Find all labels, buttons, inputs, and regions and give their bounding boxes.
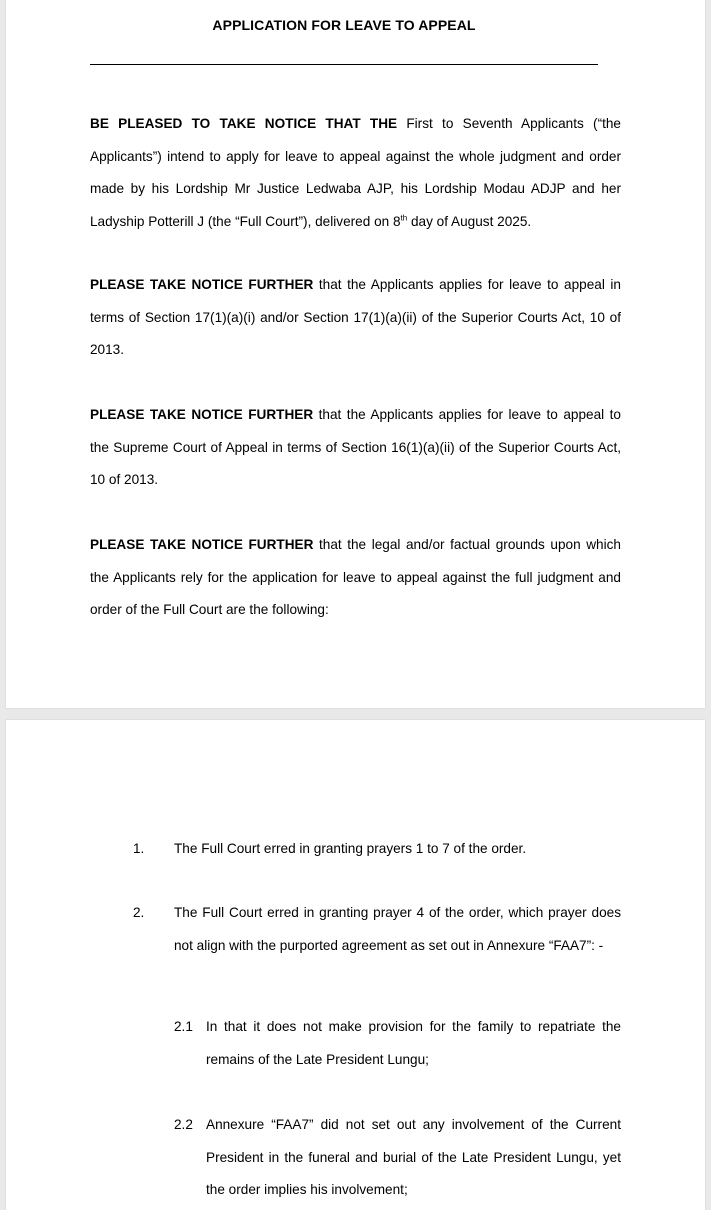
subitem-number: 2.1: [174, 1019, 193, 1034]
item-number: 1.: [133, 841, 145, 856]
paragraph-section-17: [90, 269, 621, 367]
paragraph-section-16: [90, 399, 621, 497]
paragraph-text: day of August 2025.: [407, 213, 532, 229]
sub-list-item: Annexure “FAA7” did not set out any involvement of the Current President in the funeral and burial of the Late President Lungu, yet the order implies his involvement;: [206, 1117, 621, 1198]
list-item: The Full Court erred in granting prayer 4 of the order, which prayer does not align with the purported agreement as set out in Annexure “FAA7”: -: [174, 905, 621, 953]
paragraph-lead: PLEASE TAKE NOTICE FURTHER: [90, 407, 314, 422]
paragraph-text: that the Applicants applies for leave to appeal to the Supreme Court of Appeal in terms of Section 16(1)(a)(ii) of the Superior Courts Act, 10 of 2013.: [90, 407, 621, 488]
list-item: The Full Court erred in granting prayers 1 to 7 of the order.: [174, 841, 527, 856]
document-page-1: [6, 0, 705, 708]
paragraph-grounds-intro: [90, 529, 621, 627]
paragraph-lead: PLEASE TAKE NOTICE FURTHER: [90, 277, 314, 292]
document-page-2: [6, 720, 705, 1210]
paragraph-text: that the legal and/or factual grounds upon which the Applicants rely for the application for leave to appeal against the full judgment and order of the Full Court are the following:: [90, 537, 621, 618]
paragraph-text: First to Seventh Applicants (“the Applicants”) intend to apply for leave to appeal against the whole judgment and order made by his Lordship Mr Justice Ledwaba AJP, his Lordship Modau ADJP and her Ladyship Potterill J (the “Full Court”), delivered on 8: [90, 116, 621, 229]
paragraph-notice-intent: [90, 108, 621, 238]
item-number: 2.: [133, 905, 145, 920]
document-title: APPLICATION FOR LEAVE TO APPEAL: [212, 17, 476, 33]
ordinal-suffix: th: [400, 213, 408, 223]
subitem-number: 2.2: [174, 1117, 193, 1132]
paragraph-text: that the Applicants applies for leave to appeal in terms of Section 17(1)(a)(i) and/or Section 17(1)(a)(ii) of the Superior Courts Act, 10 of 2013.: [90, 277, 621, 358]
title-underline-rule: [90, 64, 598, 65]
paragraph-lead: BE PLEASED TO TAKE NOTICE THAT THE: [90, 116, 398, 131]
sub-list-item: In that it does not make provision for the family to repatriate the remains of the Late President Lungu;: [206, 1019, 621, 1067]
paragraph-lead: PLEASE TAKE NOTICE FURTHER: [90, 537, 314, 552]
